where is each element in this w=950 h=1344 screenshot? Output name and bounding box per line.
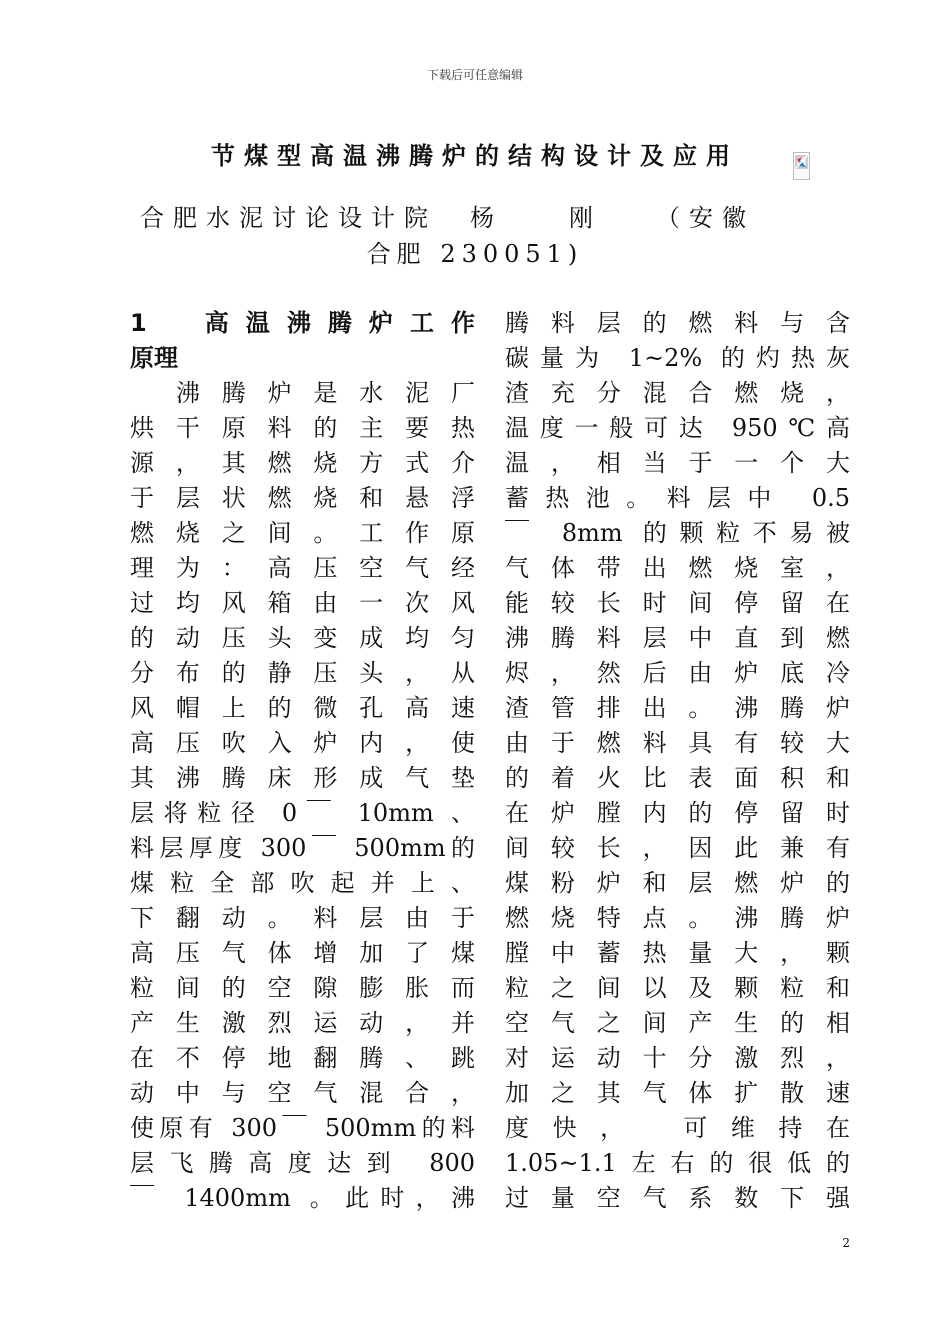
text-line: 能较长时间停留在 [505,589,850,617]
text-line: 高压吹入炉内，使 [130,729,475,757]
text-line: 粒间的空隙膨胀而 [130,974,475,1002]
text-line: 气体带出燃烧室， [505,554,850,582]
text-line: 层飞腾高度达到 800 [130,1149,475,1177]
text-line: 理为：高压空气经 [130,554,475,582]
text-line: 度快， 可维持在 [505,1114,850,1142]
text-line: 1.05~1.1左右的很低的 [505,1149,850,1177]
text-line: 产生激烈运动，并 [130,1009,475,1037]
text-line: 温度一般可达 950℃高 [505,414,850,442]
text-line: 烬，然后由炉底冷 [505,659,850,687]
text-line: 分布的静压头，从 [130,659,475,687]
header-note: 下载后可任意编辑 [426,68,523,82]
text-line: 高压气体增加了煤 [130,939,475,967]
page-number: 2 [842,1236,850,1250]
text-line: 料层厚度 300￣ 500mm的 [130,834,475,862]
text-line: 风帽上的微孔高速 [130,694,475,722]
text-line: 源，其燃烧方式介 [130,449,475,477]
text-line: 在不停地翻腾、跳 [130,1044,475,1072]
broken-image-icon [793,152,810,180]
text-line: 对运动十分激烈， [505,1044,850,1072]
text-line: 的动压头变成均匀 [130,624,475,652]
text-line: 过量空气系数下强 [505,1184,850,1212]
text-line: 煤粉炉和层燃炉的 [505,869,850,897]
text-line: 由于燃料具有较大 [505,729,850,757]
section-heading-line: 原理 [130,344,178,372]
author-affiliation-line-2: 合肥 230051) [366,240,584,268]
section-heading-line: 1 高温沸腾炉工作 [130,309,475,337]
left-text-column [130,306,475,1216]
text-line: 间较长，因此兼有 [505,834,850,862]
text-line: 下翻动。料层由于 [130,904,475,932]
right-text-column [505,306,850,1216]
text-line: 燃烧之间。工作原 [130,519,475,547]
text-line: 粒之间以及颗粒和 [505,974,850,1002]
text-line: ￣ 8mm 的颗粒不易被 [505,519,850,547]
text-line: 在炉膛内的停留时 [505,799,850,827]
text-line: 动中与空气混合， [130,1079,475,1107]
text-line: 碳量为 1~2% 的灼热灰 [505,344,850,372]
text-line: ￣ 1400mm 。此时，沸 [130,1184,475,1212]
text-line: 的着火比表面积和 [505,764,850,792]
text-line: 沸腾料层中直到燃 [505,624,850,652]
text-line: 层将粒径 0￣ 10mm 、 [130,799,475,827]
text-line: 烘干原料的主要热 [130,414,475,442]
text-line: 燃烧特点。沸腾炉 [505,904,850,932]
text-line: 沸腾炉是水泥厂 [130,379,475,407]
text-line: 渣充分混合燃烧， [505,379,850,407]
text-line: 过均风箱由一次风 [130,589,475,617]
text-line: 煤粒全部吹起并上、 [130,869,475,897]
text-line: 腾料层的燃料与含 [505,309,850,337]
author-affiliation-line-1: 合肥水泥讨论设计院 杨 刚 （安徽 [140,204,755,232]
text-line: 于层状燃烧和悬浮 [130,484,475,512]
text-line: 蓄热池。料层中 0.5 [505,484,850,512]
text-line: 使原有 300￣ 500mm的料 [130,1114,475,1142]
text-line: 温，相当于一个大 [505,449,850,477]
text-line: 其沸腾床形成气垫 [130,764,475,792]
text-line: 空气之间产生的相 [505,1009,850,1037]
text-line: 膛中蓄热量大，颗 [505,939,850,967]
document-title: 节煤型高温沸腾炉的结构设计及应用 [211,142,739,170]
text-line: 加之其气体扩散速 [505,1079,850,1107]
text-line: 渣管排出。沸腾炉 [505,694,850,722]
